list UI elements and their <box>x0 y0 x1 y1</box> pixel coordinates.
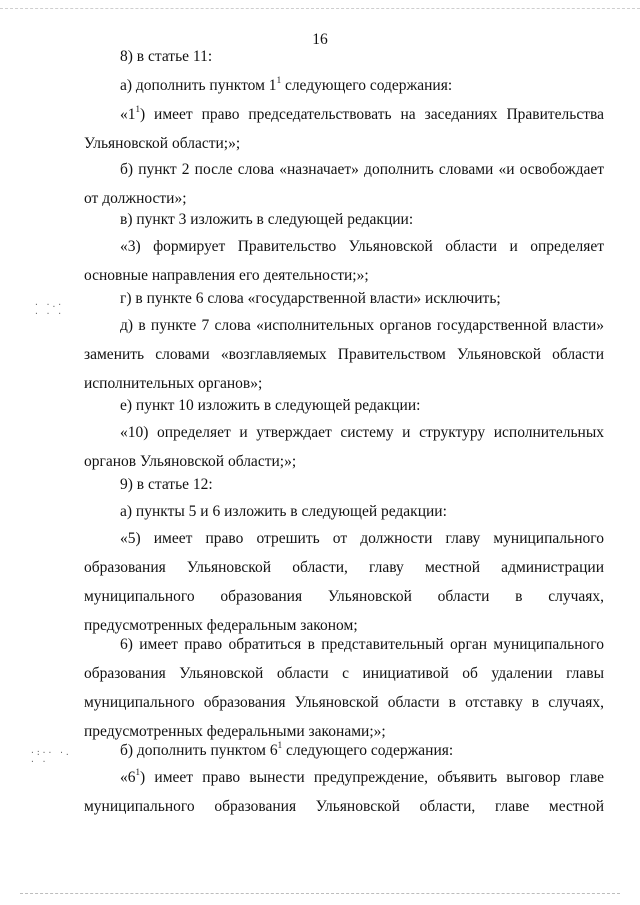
paragraph-text: 6) имеет право обратиться в представительный орган муниципального образования Ульяновской области с инициативой об удалении главы муниципального образования Ульяновской области в отставку в случаях, предусмотренных федеральными законами;»; <box>84 636 604 740</box>
paragraph-text: следующего содержания: <box>282 742 454 759</box>
paragraph-text: 9) в статье 12: <box>120 476 213 493</box>
paragraph-text: «1 <box>120 106 136 123</box>
scan-edge-top <box>0 8 640 10</box>
page-number: 16 <box>312 31 328 48</box>
superscript: 1 <box>135 766 140 777</box>
paragraph-point-6-text <box>84 630 604 746</box>
paragraph-point-10 <box>84 391 604 420</box>
paragraph-point-5-text <box>84 524 604 640</box>
paragraph-point-6 <box>84 284 604 313</box>
paragraph-points-5-6 <box>84 497 604 526</box>
paragraph-article-11 <box>84 42 604 71</box>
paragraph-text: «3) формирует Правительство Ульяновской области и определяет основные направления его деятельности;»; <box>84 238 604 284</box>
paragraph-text: «6 <box>120 769 136 786</box>
superscript: 1 <box>135 103 140 114</box>
paragraph-text: ) имеет право председательствовать на заседаниях Правительства Ульяновской области;»; <box>84 106 604 152</box>
paragraph-text: б) пункт 2 после слова «назначает» дополнить словами «и освобождает от должности»; <box>84 161 604 207</box>
paragraph-text: д) в пункте 7 слова «исполнительных органов государственной власти» заменить словами «возглавляемых Правительством Ульяновской области исполнительных органов»; <box>84 317 604 392</box>
paragraph-article-12 <box>84 470 604 499</box>
paragraph-text: ) имеет право вынести предупреждение, объявить выговор главе муниципального образования Ульяновской области, главе местной <box>84 769 604 815</box>
paragraph-text: «5) имеет право отрешить от должности главу муниципального образования Ульяновской области, главу местной администрации муниципального образования Ульяновской области в случаях, предусмотренных федеральным законом; <box>84 530 604 634</box>
superscript: 1 <box>276 74 282 85</box>
paragraph-text: 8) в статье 11: <box>120 48 213 65</box>
paragraph-text: а) пункты 5 и 6 изложить в следующей редакции: <box>120 503 447 520</box>
paragraph-point-1-1-text <box>84 100 604 158</box>
paragraph-add-point-1-1 <box>84 71 604 100</box>
paragraph-text: в) пункт 3 изложить в следующей редакции: <box>120 211 414 228</box>
paragraph-text: г) в пункте 6 слова «государственной власти» исключить; <box>120 290 501 307</box>
paragraph-text: б) дополнить пунктом 6 <box>120 742 278 759</box>
superscript: 1 <box>277 739 283 750</box>
paragraph-point-7 <box>84 311 604 398</box>
scan-edge-bottom <box>20 893 620 895</box>
paragraph-text: а) дополнить пунктом 1 <box>120 77 277 94</box>
scan-artifact: ·:·· ·. · · <box>30 748 71 766</box>
paragraph-point-3-text <box>84 232 604 290</box>
paragraph-add-point-6-1 <box>84 736 604 765</box>
paragraph-point-10-text <box>84 418 604 476</box>
paragraph-point-3 <box>84 205 604 234</box>
paragraph-text: «10) определяет и утверждает систему и структуру исполнительных органов Ульяновской области;»; <box>84 424 604 470</box>
paragraph-text: следующего содержания: <box>281 77 453 94</box>
scan-artifact: · ·.· · · · <box>34 300 64 318</box>
paragraph-point-6-1-text <box>84 763 604 821</box>
paragraph-text: е) пункт 10 изложить в следующей редакции: <box>120 397 421 414</box>
